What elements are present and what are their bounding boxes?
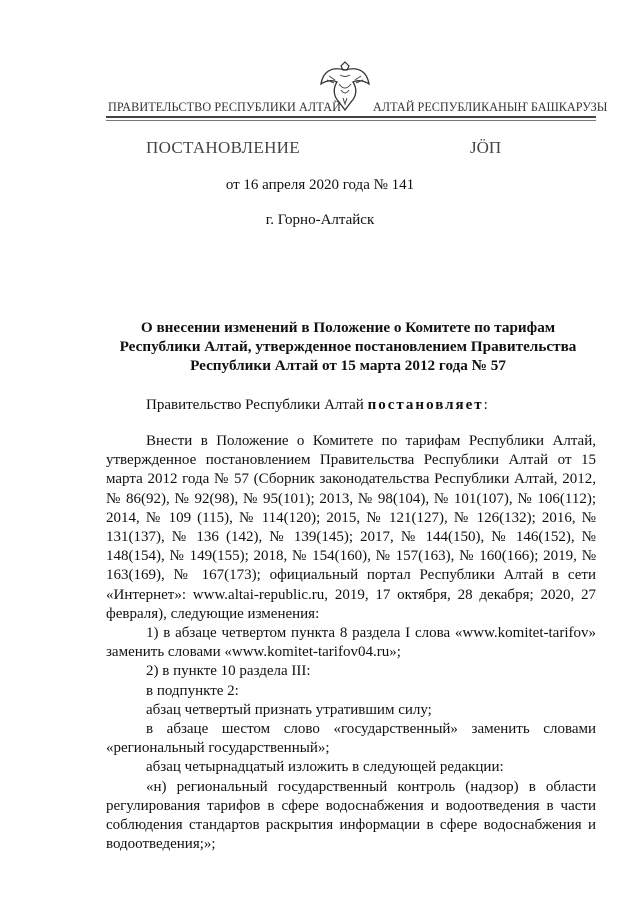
- body-paragraph: «н) региональный государственный контроль (надзор) в области регулирования тарифов в сфере водоснабжения и водоотведения в части соблюдения стандартов раскрытия информации в сфере водоснабжения и водоотведения;»;: [106, 778, 596, 853]
- body-paragraph: абзац четвертый признать утратившим силу;: [146, 701, 432, 718]
- body-paragraph: в абзаце шестом слово «государственный» заменить словами «региональный государственный»;: [106, 721, 596, 757]
- title-line: Республики Алтай от 15 марта 2012 года № 57: [190, 357, 506, 374]
- header-right-title: АЛТАЙ РЕСПУБЛИКАНЫҤ БАШКАРУЗЫ: [373, 100, 608, 114]
- enacting-clause-verb: постановляет: [367, 397, 484, 413]
- document-title: [100, 318, 596, 375]
- title-line: О внесении изменений в Положение о Комитете по тарифам: [140, 319, 556, 336]
- body-paragraph: в подпункте 2:: [146, 682, 239, 699]
- header-divider-thick: [106, 116, 596, 118]
- header-left-title: ПРАВИТЕЛЬСТВО РЕСПУБЛИКИ АЛТАЙ: [108, 100, 342, 114]
- doc-type-russian: ПОСТАНОВЛЕНИЕ: [146, 138, 300, 157]
- enacting-clause: [146, 397, 488, 414]
- enacting-clause-suffix: :: [483, 397, 488, 413]
- body-paragraph: абзац четырнадцатый изложить в следующей редакции:: [146, 759, 504, 776]
- doc-type-altai: ЈӦП: [470, 138, 502, 157]
- body-paragraph: 2) в пункте 10 раздела III:: [146, 663, 311, 680]
- header-divider-thin: [106, 120, 596, 121]
- title-line: Республики Алтай, утвержденное постановлением Правительства: [119, 338, 577, 355]
- document-city: г. Горно-Алтайск: [265, 212, 375, 228]
- document-date-number: от 16 апреля 2020 года № 141: [225, 177, 415, 193]
- body-paragraph: Внести в Положение о Комитете по тарифам Республики Алтай, утвержденное постановлением Правительства Республики Алтай от 15 марта 2012 года № 57 (Сборник законодательства Республики Алтай, 2012, № 86(92), № 92(98), № 95(101); 2013, № 98(104), № 101(107), № 106(112); 2014, № 109 (115), № 114(120); 2015, № 121(127), № 126(132); 2016, № 131(137), № 136 (142), № 139(145); 2017, № 144(150), № 146(152), № 148(154), № 149(155); 2018, № 154(160), № 157(163), № 160(166); 2019, № 163(169), № 167(173); официальный портал Республики Алтай в сети «Интернет»: www.altai-republic.ru, 2019, 17 октября, 28 декабря; 2020, 27 февраля), следующие изменения:: [106, 433, 596, 622]
- enacting-clause-prefix: Правительство Республики Алтай: [146, 397, 368, 413]
- body-paragraph: 1) в абзаце четвертом пункта 8 раздела I слова «www.komitet-tarifov» заменить словами «www.komitet-tarifov04.ru»;: [106, 625, 596, 661]
- document-body: [106, 432, 596, 854]
